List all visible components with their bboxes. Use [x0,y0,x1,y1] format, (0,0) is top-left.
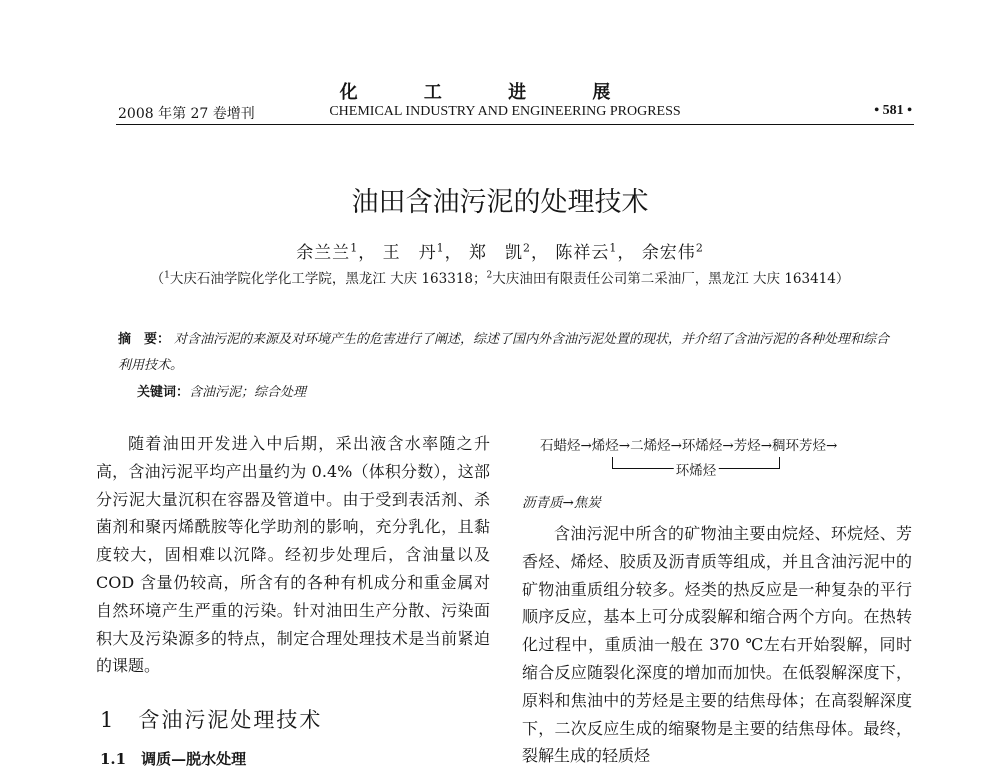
keywords [137,381,306,400]
author-list: 余兰兰$^1$， 王 丹$^1$， 郑 凯$^2$， 陈祥云$^1$， 余宏伟$^2$ [296,241,704,263]
author: 陈祥云 [555,243,610,263]
subsection-heading: 1.1 调质—脱水处理 [100,750,247,768]
author: 王 丹 [382,243,437,263]
author-affil-mark: 1 [436,241,445,255]
keywords-label: 关键词： [137,385,190,400]
author: 郑 凯 [469,243,523,263]
right-column [522,520,912,770]
author-affil-mark: 1 [350,241,359,255]
keywords-text: 含油污泥；综合处理 [189,385,307,400]
author-affil-mark: 1 [609,241,618,255]
journal-title-cn: 化 工 进 展 [339,82,641,103]
affiliation-2: 大庆油田有限责任公司第二采油厂，黑龙江 大庆 163414） [492,271,850,287]
intro-paragraph: 随着油田开发进入中后期，采出液含水率随之升高，含油污泥平均产出量约为 0.4%（体积分数），这部分污泥大量沉积在容器及管道中。由于受到表活剂、杀菌剂和聚丙烯酰胺等化学助剂的影响，充分乳化，且黏度较大，固相难以沉降。经初步处理后，含油量以及 COD 含量仍较高，所含有的各种有机成分和重金属对自然环境产生严重的污染。针对油田生产分散、污染面积大及污染源多的特点，制定合理处理技术是当前紧迫的课题。 [96,434,490,676]
section-heading: 1 含油污泥处理技术 [100,708,323,732]
reaction-scheme-branch-label: 环烯烃 [674,459,719,479]
header-rule [116,124,914,125]
article-title: 油田含油污泥的处理技术 [351,187,649,218]
author-affil-mark: 2 [695,241,704,255]
reaction-scheme-branch [612,457,780,479]
journal-title-en: CHEMICAL INDUSTRY AND ENGINEERING PROGRESS [329,104,681,119]
affiliation-1: 大庆石油学院化学化工学院，黑龙江 大庆 163318； [169,271,487,287]
affiliations: （$^1$大庆石油学院化学化工学院，黑龙江 大庆 163318；$^2$大庆油田有限责任公司第二采油厂，黑龙江 大庆 163414） [150,270,850,287]
abstract-text: 对含油污泥的来源及对环境产生的危害进行了阐述，综述了国内外含油污泥处置的现状，并介绍了含油污泥的各种处理和综合利用技术。 [118,332,890,373]
page-number: • 581 • [874,103,912,118]
author: 余兰兰 [296,243,351,263]
abstract [118,327,898,379]
body-paragraph: 含油污泥中所含的矿物油主要由烷烃、环烷烃、芳香烃、烯烃、胶质及沥青质等组成，并且含油污泥中的矿物油重质组分较多。烃类的热反应是一种复杂的平行顺序反应，基本上可分成裂解和缩合两个方向。在热转化过程中，重质油一般在 370 ℃左右开始裂解，同时缩合反应随裂化深度的增加而加快。在低裂解深度下，原料和焦油中的芳烃是主要的结焦母体；在高裂解深度下，二次反应生成的缩聚物是主要的结焦母体。最终，裂解生成的轻质烃 [522,524,912,766]
author: 余宏伟 [641,243,696,263]
left-column [96,430,490,680]
author-affil-mark: 2 [523,241,531,255]
reaction-scheme-line: 石蜡烃→烯烃→二烯烃→环烯烃→芳烃→稠环芳烃→ [540,438,838,454]
reaction-scheme-line-2: 沥青质→焦炭 [522,495,601,511]
issue-info: 2008 年第 27 卷增刊 [118,106,255,122]
abstract-label: 摘 要： [118,332,171,347]
